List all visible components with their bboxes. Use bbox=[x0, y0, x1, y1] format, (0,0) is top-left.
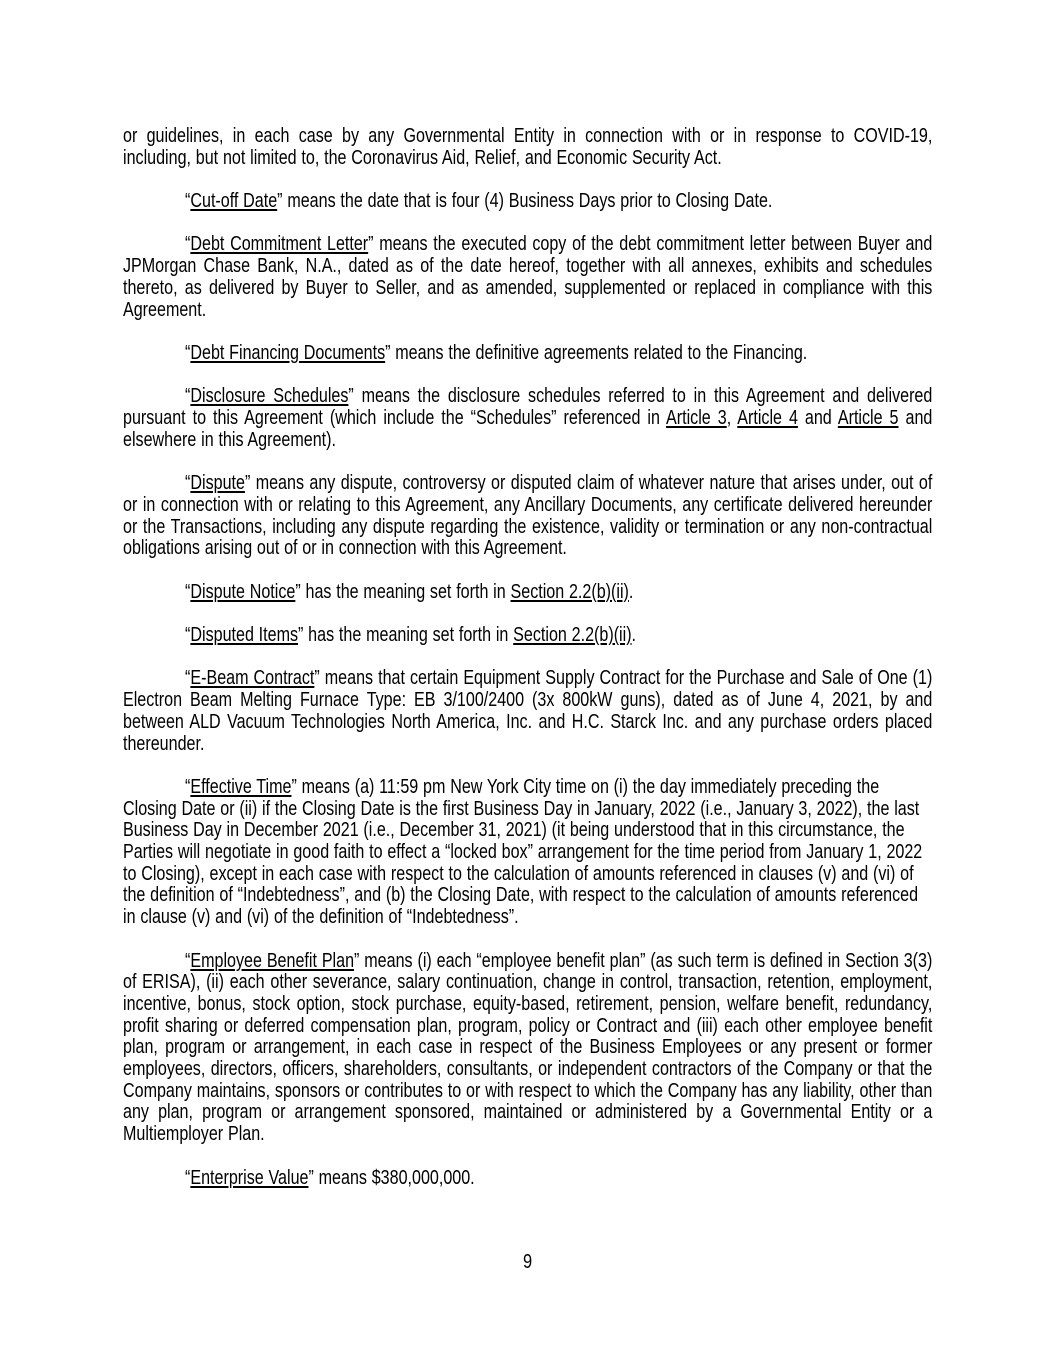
text-run: . bbox=[631, 623, 637, 647]
text-run: ” means (i) each “employee benefit plan” (as such term is defined in Section 3(3) of ERISA), (ii) each other severance, salary continuation, change in control, transaction, retention, employment, incentive, bonus, stock option, stock purchase, equity-based, retirement, pension, welfare benefit, redundancy, profit sharing or deferred compensation plan, program, policy or Contract and (iii) each other employee benefit plan, program or arrangement, in each case in respect of the Business Employees or any present or former employees, directors, officers, shareholders, consultants, or independent contractors of the Company or that the Company maintains, sponsors or contributes to or with respect to which the Company has any liability, other than any plan, program or arrangement sponsored, maintained or administered by a Governmental Entity or a Multiemployer Plan. bbox=[123, 948, 933, 1146]
definition-enterprise-value bbox=[123, 1167, 932, 1189]
definition-e-beam-contract bbox=[123, 667, 932, 754]
text-run: “ bbox=[185, 623, 191, 647]
text-run: and elsewhere in this Agreement). bbox=[123, 406, 933, 451]
text-run: , bbox=[726, 406, 738, 430]
text-run: “ bbox=[185, 340, 191, 364]
definition-cut-off-date bbox=[123, 190, 932, 212]
definition-effective-time bbox=[123, 776, 932, 928]
text-run: ” means that certain Equipment Supply Contract for the Purchase and Sale of One (1) Electron Beam Melting Furnace Type: EB 3/100/2400 (3x 800kW guns), dated as of June 4, 2021, by and between ALD Vacuum Technologies North America, Inc. and H.C. Starck Inc. and any purchase orders placed thereunder. bbox=[123, 666, 933, 755]
text-run: “ bbox=[185, 579, 191, 603]
definition-debt-commitment-letter bbox=[123, 233, 932, 320]
text-run: ” has the meaning set forth in bbox=[295, 579, 511, 603]
text-run: ” means (a) 11:59 pm New York City time on (i) the day immediately preceding the Closing Date or (ii) if the Closing Date is the first Business Day in January, 2022 (i.e., January 3, 2022), the last Business Day in December 2021 (i.e., December 31, 2021) (it being understood that in this circumstance, the Parties will negotiate in good faith to effect a “locked box” arrangement for the time period from January 1, 2022 to Closing), except in each case with respect to the calculation of amounts referenced in clauses (v) and (vi) of the definition of “Indebtedness”, and (b) the Closing Date, with respect to the calculation of amounts referenced in clause (v) and (vi) of the definition of “Indebtedness”. bbox=[123, 774, 923, 929]
text-run: and bbox=[797, 406, 838, 430]
document-content bbox=[123, 125, 933, 1210]
defined-term: Debt Financing Documents bbox=[190, 340, 386, 364]
cross-reference: Section 2.2(b)(ii) bbox=[510, 579, 629, 603]
definition-dispute-notice bbox=[123, 581, 932, 603]
text-run: “ bbox=[185, 774, 191, 798]
text-run: or guidelines, in each case by any Governmental Entity in connection with or in response to COVID-19, including, but not limited to, the Coronavirus Aid, Relief, and Economic Security Act. bbox=[123, 124, 933, 169]
text-run: ” means any dispute, controversy or disputed claim of whatever nature that arises under, out of or in connection with or relating to this Agreement, any Ancillary Documents, any certificate delivered hereunder or the Transactions, including any dispute regarding the existence, validity or termination or any non-contractual obligations arising out of or in connection with this Agreement. bbox=[123, 471, 933, 560]
text-run: . bbox=[628, 579, 634, 603]
defined-term: Employee Benefit Plan bbox=[190, 948, 355, 972]
defined-term: Cut-off Date bbox=[190, 189, 278, 213]
definition-disclosure-schedules bbox=[123, 385, 932, 450]
text-run: “ bbox=[185, 384, 191, 408]
defined-term: E-Beam Contract bbox=[190, 666, 315, 690]
defined-term: Disputed Items bbox=[190, 623, 299, 647]
defined-term: Dispute bbox=[190, 471, 245, 495]
text-run: ” means the date that is four (4) Business Days prior to Closing Date. bbox=[277, 189, 773, 213]
definition-employee-benefit-plan bbox=[123, 950, 932, 1145]
text-run: ” means the disclosure schedules referred to in this Agreement and delivered pursuant to this Agreement (which include the “Schedules” referenced in bbox=[123, 384, 933, 430]
page-footer bbox=[123, 1251, 933, 1273]
defined-term: Disclosure Schedules bbox=[190, 384, 349, 408]
text-run: “ bbox=[185, 232, 191, 256]
defined-term: Effective Time bbox=[190, 774, 292, 798]
text-run: ” has the meaning set forth in bbox=[298, 623, 514, 647]
text-run: ” means the definitive agreements related to the Financing. bbox=[385, 340, 808, 364]
defined-term: Enterprise Value bbox=[190, 1165, 309, 1189]
document-body bbox=[123, 125, 932, 1188]
text-run: “ bbox=[185, 666, 191, 690]
text-run: “ bbox=[185, 189, 191, 213]
cross-reference: Article 5 bbox=[837, 406, 899, 430]
text-run: “ bbox=[185, 471, 191, 495]
text-run: ” means $380,000,000. bbox=[308, 1165, 475, 1189]
defined-term: Debt Commitment Letter bbox=[190, 232, 369, 256]
text-run: ” means the executed copy of the debt commitment letter between Buyer and JPMorgan Chase Bank, N.A., dated as of the date hereof, together with all annexes, exhibits and schedules thereto, as delivered by Buyer to Seller, and as amended, supplemented or replaced in compliance with this Agreement. bbox=[123, 232, 933, 321]
paragraph-covid-continuation bbox=[123, 125, 932, 168]
defined-term: Dispute Notice bbox=[190, 579, 296, 603]
cross-reference: Section 2.2(b)(ii) bbox=[513, 623, 632, 647]
text-run: “ bbox=[185, 1165, 191, 1189]
page-number: 9 bbox=[523, 1251, 533, 1273]
cross-reference: Article 3 bbox=[666, 406, 727, 430]
definition-dispute bbox=[123, 472, 932, 559]
cross-reference: Article 4 bbox=[737, 406, 798, 430]
text-run: “ bbox=[185, 948, 191, 972]
definition-disputed-items bbox=[123, 624, 932, 646]
definition-debt-financing-documents bbox=[123, 342, 932, 364]
